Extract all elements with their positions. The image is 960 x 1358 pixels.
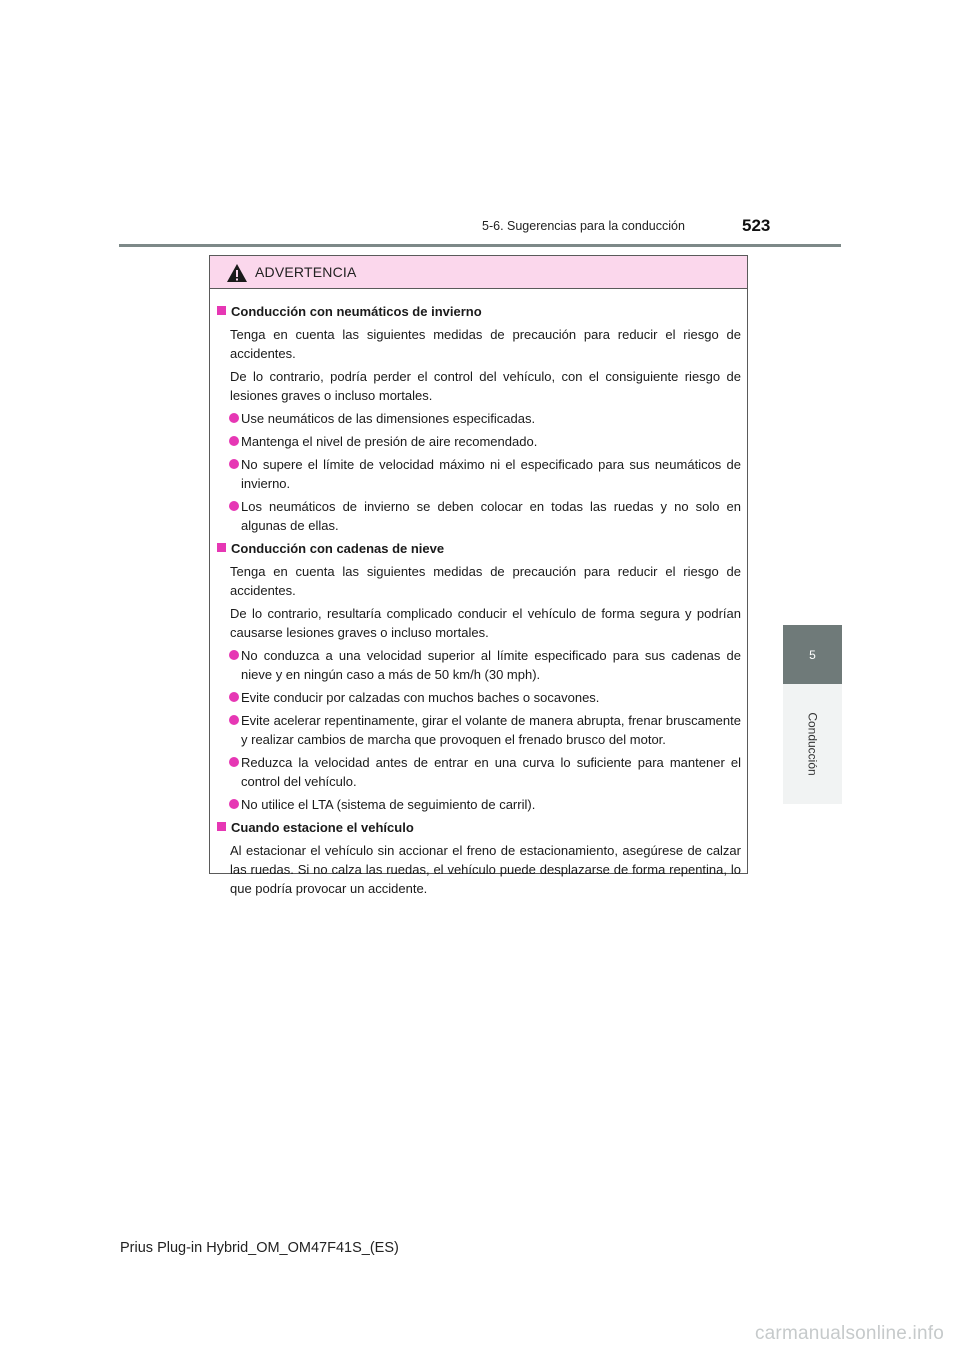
list-item-text: Reduzca la velocidad antes de entrar en una curva lo suficiente para mantener el control del vehículo.	[241, 755, 741, 789]
chapter-tab-label[interactable]	[783, 684, 842, 804]
watermark: carmanualsonline.info	[754, 1323, 944, 1344]
header-section-title: 5-6. Sugerencias para la conducción	[482, 219, 685, 233]
section-heading	[217, 539, 741, 558]
list-item-text: Use neumáticos de las dimensiones especificadas.	[241, 411, 536, 426]
chapter-tab-label-text: Conducción	[805, 712, 820, 776]
section-heading	[217, 302, 741, 321]
list-item-text: No supere el límite de velocidad máximo ni el especificado para sus neumáticos de invierno.	[241, 457, 741, 491]
section-paragraph: Al estacionar el vehículo sin accionar el freno de estacionamiento, asegúrese de calzar las ruedas. Si no calza las ruedas, el vehículo puede desplazarse de forma repentina, lo que podría provocar un accidente.	[230, 843, 741, 896]
list-item-text: Los neumáticos de invierno se deben colocar en todas las ruedas y no solo en algunas de ellas.	[241, 499, 741, 533]
warning-box	[209, 255, 748, 896]
section-paragraph: Tenga en cuenta las siguientes medidas de precaución para reducir el riesgo de accidentes.	[230, 327, 741, 361]
list-item-text: No utilice el LTA (sistema de seguimiento de carril).	[241, 797, 536, 812]
warning-body	[210, 289, 747, 898]
circle-bullet-icon	[229, 715, 239, 725]
section-heading-text: Conducción con cadenas de nieve	[231, 541, 445, 556]
circle-bullet-icon	[229, 413, 239, 423]
section-heading-text: Cuando estacione el vehículo	[231, 820, 414, 835]
header-rule	[119, 244, 841, 247]
warning-title: ADVERTENCIA	[255, 264, 357, 280]
list-item	[217, 497, 741, 535]
circle-bullet-icon	[229, 650, 239, 660]
circle-bullet-icon	[229, 757, 239, 767]
square-bullet-icon	[217, 543, 226, 552]
list-item	[217, 711, 741, 749]
list-item	[217, 409, 741, 428]
list-item	[217, 795, 741, 814]
page-number: 523	[742, 216, 771, 235]
list-item-text: No conduzca a una velocidad superior al límite especificado para sus cadenas de nieve y en ningún caso a más de 50 km/h (30 mph).	[241, 648, 741, 682]
section-heading	[217, 818, 741, 837]
list-item-text: Evite acelerar repentinamente, girar el volante de manera abrupta, frenar bruscamente y realizar cambios de marcha que provoquen el frenado brusco del motor.	[241, 713, 741, 747]
footer-model-code: Prius Plug-in Hybrid_OM_OM47F41S_(ES)	[120, 1240, 399, 1256]
square-bullet-icon	[217, 822, 226, 831]
list-item	[217, 753, 741, 791]
list-item	[217, 455, 741, 493]
list-item-text: Evite conducir por calzadas con muchos baches o socavones.	[241, 690, 600, 705]
warning-triangle-icon	[226, 263, 248, 283]
list-item	[217, 646, 741, 684]
warning-header	[210, 256, 747, 289]
circle-bullet-icon	[229, 501, 239, 511]
circle-bullet-icon	[229, 692, 239, 702]
circle-bullet-icon	[229, 436, 239, 446]
list-item-text: Mantenga el nivel de presión de aire recomendado.	[241, 434, 538, 449]
section-paragraph: De lo contrario, resultaría complicado conducir el vehículo de forma segura y podrían causarse lesiones graves o incluso mortales.	[230, 606, 741, 640]
square-bullet-icon	[217, 306, 226, 315]
section-paragraph: De lo contrario, podría perder el control del vehículo, con el consiguiente riesgo de lesiones graves o incluso mortales.	[230, 369, 741, 403]
list-item	[217, 432, 741, 451]
circle-bullet-icon	[229, 799, 239, 809]
list-item	[217, 688, 741, 707]
chapter-tab-number[interactable]: 5	[783, 625, 842, 684]
section-paragraph: Tenga en cuenta las siguientes medidas de precaución para reducir el riesgo de accidentes.	[230, 564, 741, 598]
circle-bullet-icon	[229, 459, 239, 469]
section-heading-text: Conducción con neumáticos de invierno	[231, 304, 482, 319]
